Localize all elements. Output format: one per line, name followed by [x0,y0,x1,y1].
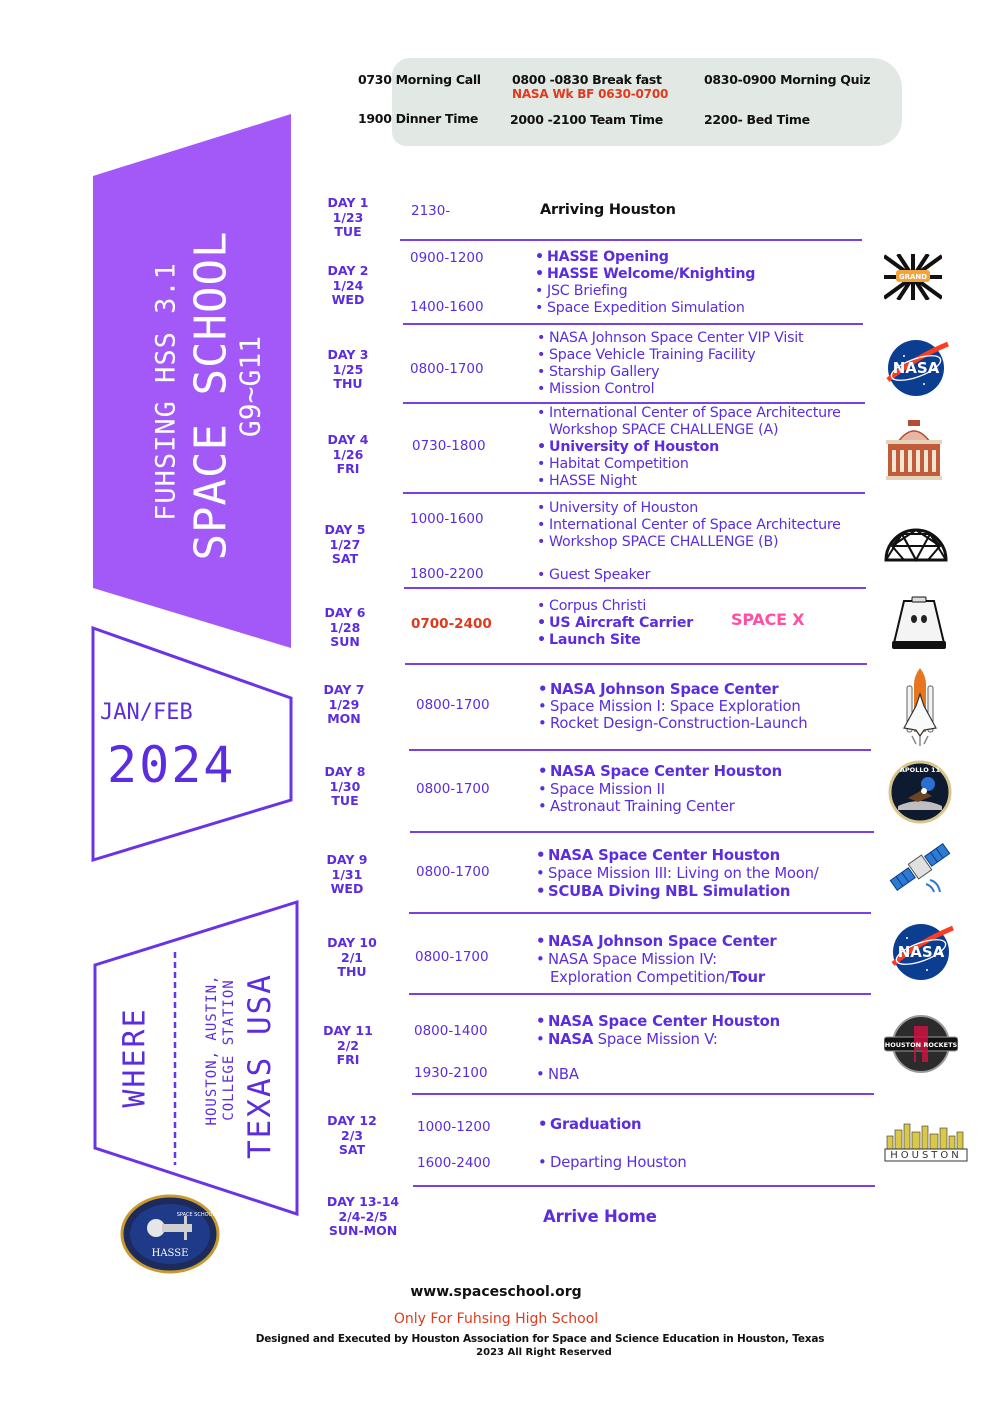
row-divider [403,323,863,325]
event-d13: Arrive Home [543,1207,657,1226]
row-divider [403,492,865,494]
footer-note: Only For Fuhsing High School [393,1311,599,1327]
event-d3-4: • Mission Control [537,381,654,398]
event-d8-1: • NASA Space Center Houston [538,763,782,780]
event-d4-5: • HASSE Night [537,473,637,490]
footer-credit: Designed and Executed by Houston Association for Space and Science Education in Houston, Texas [255,1333,825,1345]
event-d11-2 [536,1031,718,1048]
cities-line2: COLLEGE STATION [221,979,237,1121]
time-d6: 0700-2400 [411,616,492,632]
event-d4-4: • Habitat Competition [537,456,689,473]
event-d10-1: • NASA Johnson Space Center [536,933,777,950]
event-d8-3: • Astronaut Training Center [538,798,735,815]
cities-line1: HOUSTON, AUSTIN, [204,974,220,1126]
day-label-4: DAY 4 1/26 FRI [327,432,369,477]
schedule-team-time: 2000 -2100 Team Time [510,112,663,127]
day-label-2: DAY 2 1/24 WED [327,263,369,308]
time-d12a: 1000-1200 [417,1119,491,1135]
time-d8: 0800-1700 [416,781,490,797]
event-d3-2: • Space Vehicle Training Facility [537,347,755,364]
day-label-7: DAY 7 1/29 MON [323,682,365,727]
houston-skyline-text: HOUSTON [890,1150,962,1161]
schedule-breakfast-note: NASA Wk BF 0630-0700 [512,87,669,101]
footer-rights: 2023 All Right Reserved [476,1347,612,1358]
event-d11-2-nasa: NASA [548,1031,594,1048]
geodesic-dome-icon [884,516,948,562]
event-d12-1: • Graduation [538,1116,641,1133]
time-d11a: 0800-1400 [414,1023,488,1039]
event-d1: Arriving Houston [540,202,676,218]
row-divider [403,402,865,404]
day-label-3: DAY 3 1/25 THU [327,347,369,392]
day-label-1: DAY 1 1/23 TUE [327,195,369,240]
day-label-5: DAY 5 1/27 SAT [324,522,366,567]
grand-opening-icon [884,254,942,300]
event-d3-1: • NASA Johnson Space Center VIP Visit [537,330,803,347]
event-d2-4: • Space Expedition Simulation [535,300,745,317]
event-d8-2: • Space Mission II [538,781,665,798]
country-label: TEXAS USA [242,973,278,1159]
day-label-10: DAY 10 2/1 THU [327,935,377,980]
time-d5b: 1800-2200 [410,566,484,582]
day-label-11: DAY 11 2/2 FRI [323,1023,373,1068]
time-d2b: 1400-1600 [410,299,484,315]
time-d7: 0800-1700 [416,697,490,713]
event-d12-2: • Departing Houston [538,1154,687,1171]
where-label: WHERE [117,1007,153,1108]
university-building-icon [884,418,944,482]
year-label: 2024 [107,736,236,794]
row-divider [413,1185,875,1187]
event-d7-1: • NASA Johnson Space Center [538,681,779,698]
event-d3-3: • Starship Gallery [537,364,659,381]
nasa-logo-icon [889,922,955,982]
day-label-12: DAY 12 2/3 SAT [327,1113,377,1158]
event-d5-2: • International Center of Space Architecture [537,517,841,534]
row-divider [405,663,867,665]
spacex-tag: SPACE X [731,610,805,629]
program-title: SPACE SCHOOL [185,230,237,561]
event-d6-2: • US Aircraft Carrier [537,615,693,632]
schedule-bed-time: 2200- Bed Time [704,112,810,127]
event-d5-4: • Guest Speaker [537,567,650,584]
row-divider [400,239,862,241]
day-label-6: DAY 6 1/28 SUN [324,605,366,650]
time-d1: 2130- [411,203,451,219]
row-divider [409,993,871,995]
event-d4-1: • International Center of Space Architecture [537,405,841,422]
houston-rockets-text: HOUSTON ROCKETS [884,1041,958,1049]
event-d2-1: • HASSE Opening [535,249,669,266]
apollo-11-patch-icon [888,760,952,824]
space-shuttle-icon [898,666,942,746]
event-d10-3 [538,969,765,986]
event-d11-1: • NASA Space Center Houston [536,1013,780,1030]
apollo-11-text: APOLLO 11 [899,766,941,774]
day-label-13: DAY 13-14 2/4-2/5 SUN-MON [326,1194,400,1239]
event-d10-2: • NASA Space Mission IV: [536,951,717,968]
event-d7-2: • Space Mission I: Space Exploration [538,698,801,715]
houston-skyline-icon [883,1122,969,1162]
row-divider [410,831,874,833]
time-d4: 0730-1800 [412,438,486,454]
grand-opening-text: GRAND [898,273,928,281]
event-d5-1: • University of Houston [537,500,698,517]
satellite-icon [888,834,952,900]
footer-url[interactable]: www.spaceschool.org [410,1284,582,1300]
houston-rockets-logo-icon [884,1014,958,1074]
row-divider [412,1093,874,1095]
event-d9-2: • Space Mission III: Living on the Moon/ [536,865,819,882]
time-d9: 0800-1700 [416,864,490,880]
time-d5a: 1000-1600 [410,511,484,527]
event-d7-3: • Rocket Design-Construction-Launch [538,715,807,732]
event-d10-3-tour: Tour [729,969,765,986]
event-d2-2: • HASSE Welcome/Knighting [535,266,755,283]
event-d2-3: • JSC Briefing [535,283,627,300]
event-d9-1: • NASA Space Center Houston [536,847,780,864]
nasa-logo-text: NASA [897,943,945,961]
event-d4-2: Workshop SPACE CHALLENGE (A) [549,422,779,438]
event-d6-3: • Launch Site [537,632,641,649]
nasa-logo-icon [884,338,950,398]
day-label-8: DAY 8 1/30 TUE [324,764,366,809]
nasa-logo-text: NASA [892,359,940,377]
row-divider [404,587,866,589]
month-label: JAN/FEB [100,700,193,725]
hasse-logo-text: HASSE [151,1248,189,1259]
schedule-dinner: 1900 Dinner Time [358,111,479,126]
schedule-morning-quiz: 0830-0900 Morning Quiz [704,72,871,87]
event-d10-3-text: Exploration Competition/ [550,969,730,986]
time-d12b: 1600-2400 [417,1155,491,1171]
event-d4-3: • University of Houston [537,439,719,456]
hasse-logo-icon [118,1190,222,1278]
time-d2a: 0900-1200 [410,250,484,266]
row-divider [409,749,871,751]
hasse-logo-sub: SPACE SCHOOL [176,1212,216,1218]
day-label-9: DAY 9 1/31 WED [326,852,368,897]
school-title: FUHSING HSS 3.1 [150,262,182,521]
time-d3: 0800-1700 [410,361,484,377]
time-d10: 0800-1700 [415,949,489,965]
event-d9-3: • SCUBA Diving NBL Simulation [536,883,790,900]
schedule-breakfast: 0800 -0830 Break fast [512,72,662,87]
spacex-capsule-icon [890,593,948,651]
time-d11b: 1930-2100 [414,1065,488,1081]
grades-label: G9~G11 [233,335,267,438]
event-d11-2-text: Space Mission V: [593,1031,718,1048]
event-d11-3: • NBA [536,1066,579,1083]
schedule-morning-call: 0730 Morning Call [358,72,481,87]
event-d6-1: • Corpus Christi [537,598,646,615]
row-divider [409,912,871,914]
event-d5-3: • Workshop SPACE CHALLENGE (B) [537,534,778,551]
